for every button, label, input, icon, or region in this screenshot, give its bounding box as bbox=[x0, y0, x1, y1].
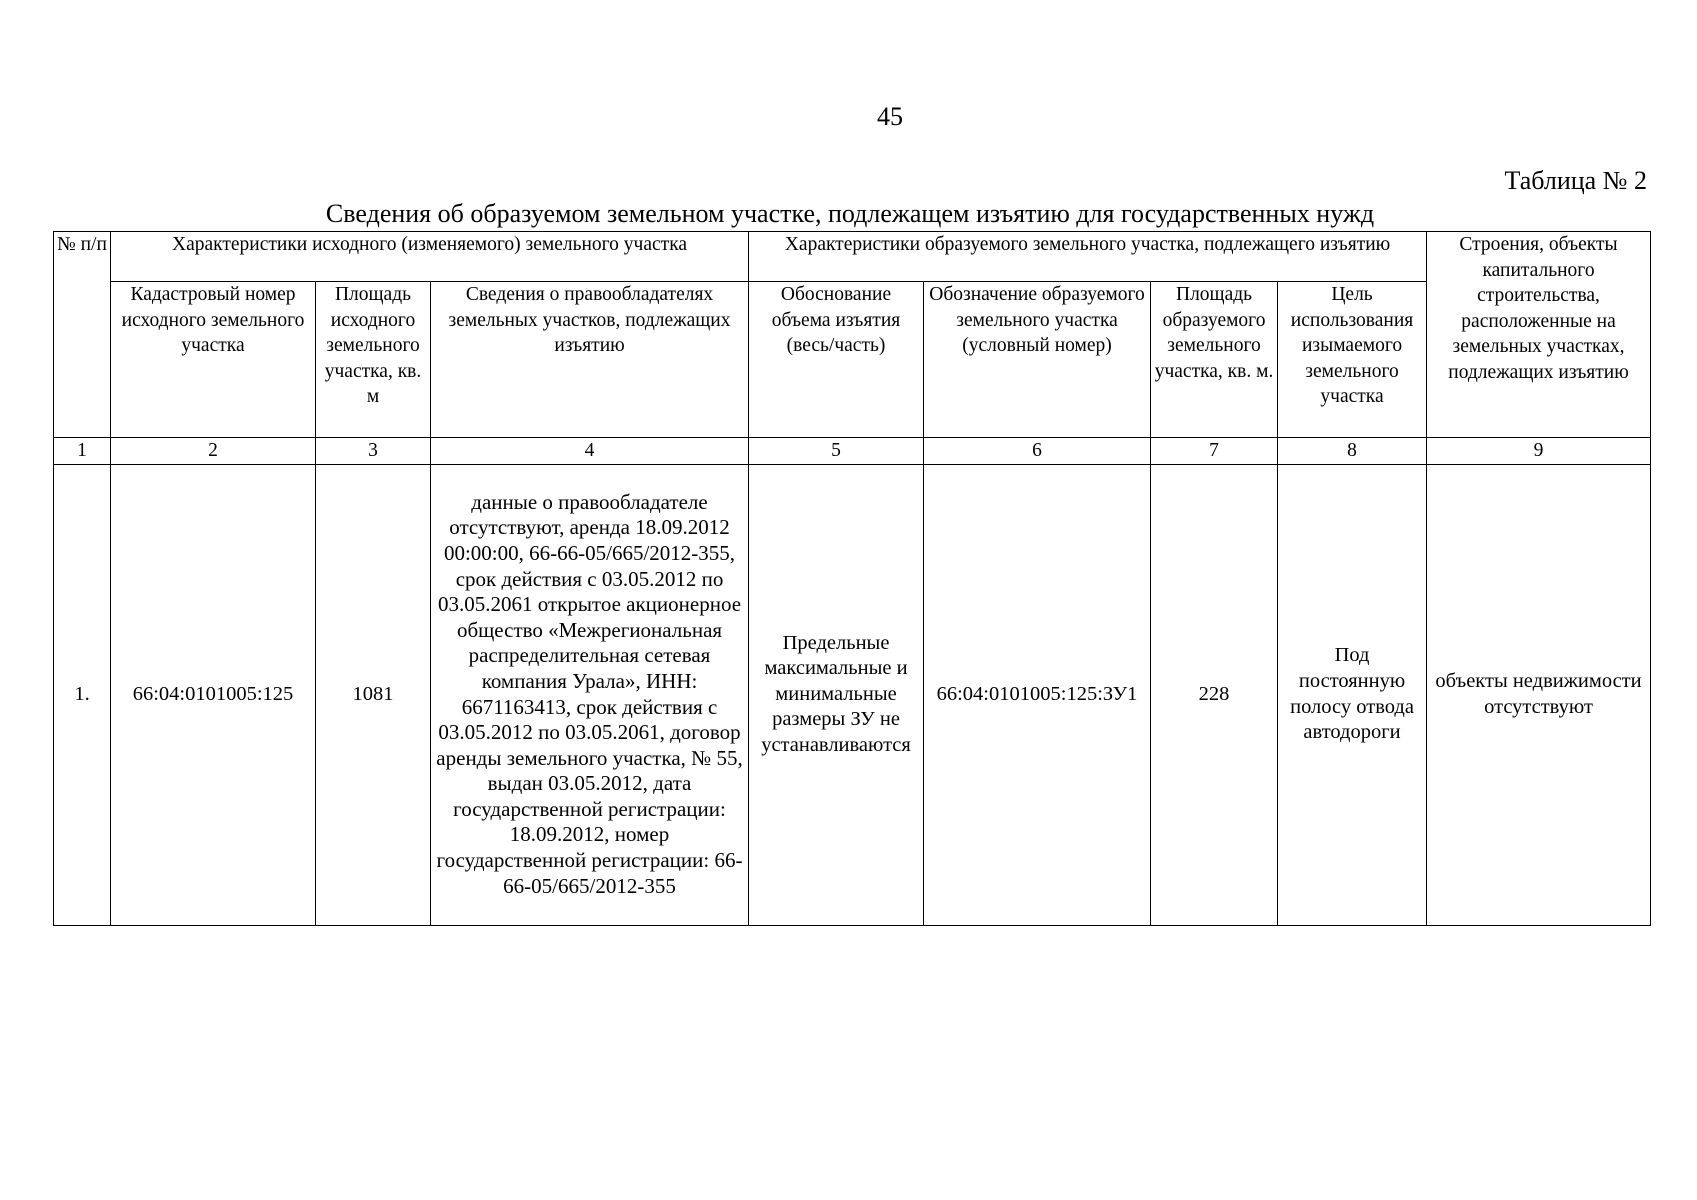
row-purpose: Под постоянную полосу отвода автодороги bbox=[1278, 464, 1427, 925]
column-number: 5 bbox=[749, 438, 924, 465]
column-number: 3 bbox=[316, 438, 431, 465]
column-number: 7 bbox=[1151, 438, 1278, 465]
column-numbers-row bbox=[54, 438, 1651, 465]
header-group-source: Характеристики исходного (изменяемого) земельного участка bbox=[111, 232, 749, 282]
row-designation: 66:04:0101005:125:ЗУ1 bbox=[924, 464, 1151, 925]
column-number: 6 bbox=[924, 438, 1151, 465]
column-number: 9 bbox=[1427, 438, 1651, 465]
column-number: 1 bbox=[54, 438, 111, 465]
row-num: 1. bbox=[54, 464, 111, 925]
table-label: Таблица № 2 bbox=[1504, 166, 1647, 195]
header-col-source-area: Площадь исходного земельного участка, кв. м bbox=[316, 282, 431, 438]
header-col-num: № п/п bbox=[54, 232, 111, 438]
row-cadastral: 66:04:0101005:125 bbox=[111, 464, 316, 925]
column-number: 2 bbox=[111, 438, 316, 465]
header-col-owners: Сведения о правообладателях земельных участков, подлежащих изъятию bbox=[431, 282, 749, 438]
row-buildings: объекты недвижимости отсутствуют bbox=[1427, 464, 1651, 925]
land-plot-table bbox=[53, 231, 1651, 926]
row-basis: Предельные максимальные и минимальные размеры ЗУ не устанавливаются bbox=[749, 464, 924, 925]
header-col-formed-area: Площадь образуемого земельного участка, кв. м. bbox=[1151, 282, 1278, 438]
column-number: 4 bbox=[431, 438, 749, 465]
row-owners: данные о правообладателе отсутствуют, аренда 18.09.2012 00:00:00, 66-66-05/665/2012-355, срок действия с 03.05.2012 по 03.05.2061 открытое акционерное общество «Межрегиональная распределительная сетевая компания Урала», ИНН: 6671163413, срок действия с 03.05.2012 по 03.05.2061, договор аренды земельного участка, № 55, выдан 03.05.2012, дата государственной регистрации: 18.09.2012, номер государственной регистрации: 66-66-05/665/2012-355 bbox=[431, 464, 749, 925]
row-formed-area: 228 bbox=[1151, 464, 1278, 925]
header-col-cadastral: Кадастровый номер исходного земельного участка bbox=[111, 282, 316, 438]
header-col-buildings: Строения, объекты капитального строительства, расположенные на земельных участках, подлежащих изъятию bbox=[1427, 232, 1651, 438]
header-group-formed: Характеристики образуемого земельного участка, подлежащего изъятию bbox=[749, 232, 1427, 282]
column-number: 8 bbox=[1278, 438, 1427, 465]
table-title: Сведения об образуемом земельном участке, подлежащем изъятию для государственных нужд bbox=[325, 199, 1375, 228]
page-number: 45 bbox=[877, 102, 903, 131]
table-row bbox=[54, 464, 1651, 925]
header-col-basis: Обоснование объема изъятия (весь/часть) bbox=[749, 282, 924, 438]
header-col-designation: Обозначение образуемого земельного участка (условный номер) bbox=[924, 282, 1151, 438]
header-col-purpose: Цель использования изымаемого земельного участка bbox=[1278, 282, 1427, 438]
row-source-area: 1081 bbox=[316, 464, 431, 925]
